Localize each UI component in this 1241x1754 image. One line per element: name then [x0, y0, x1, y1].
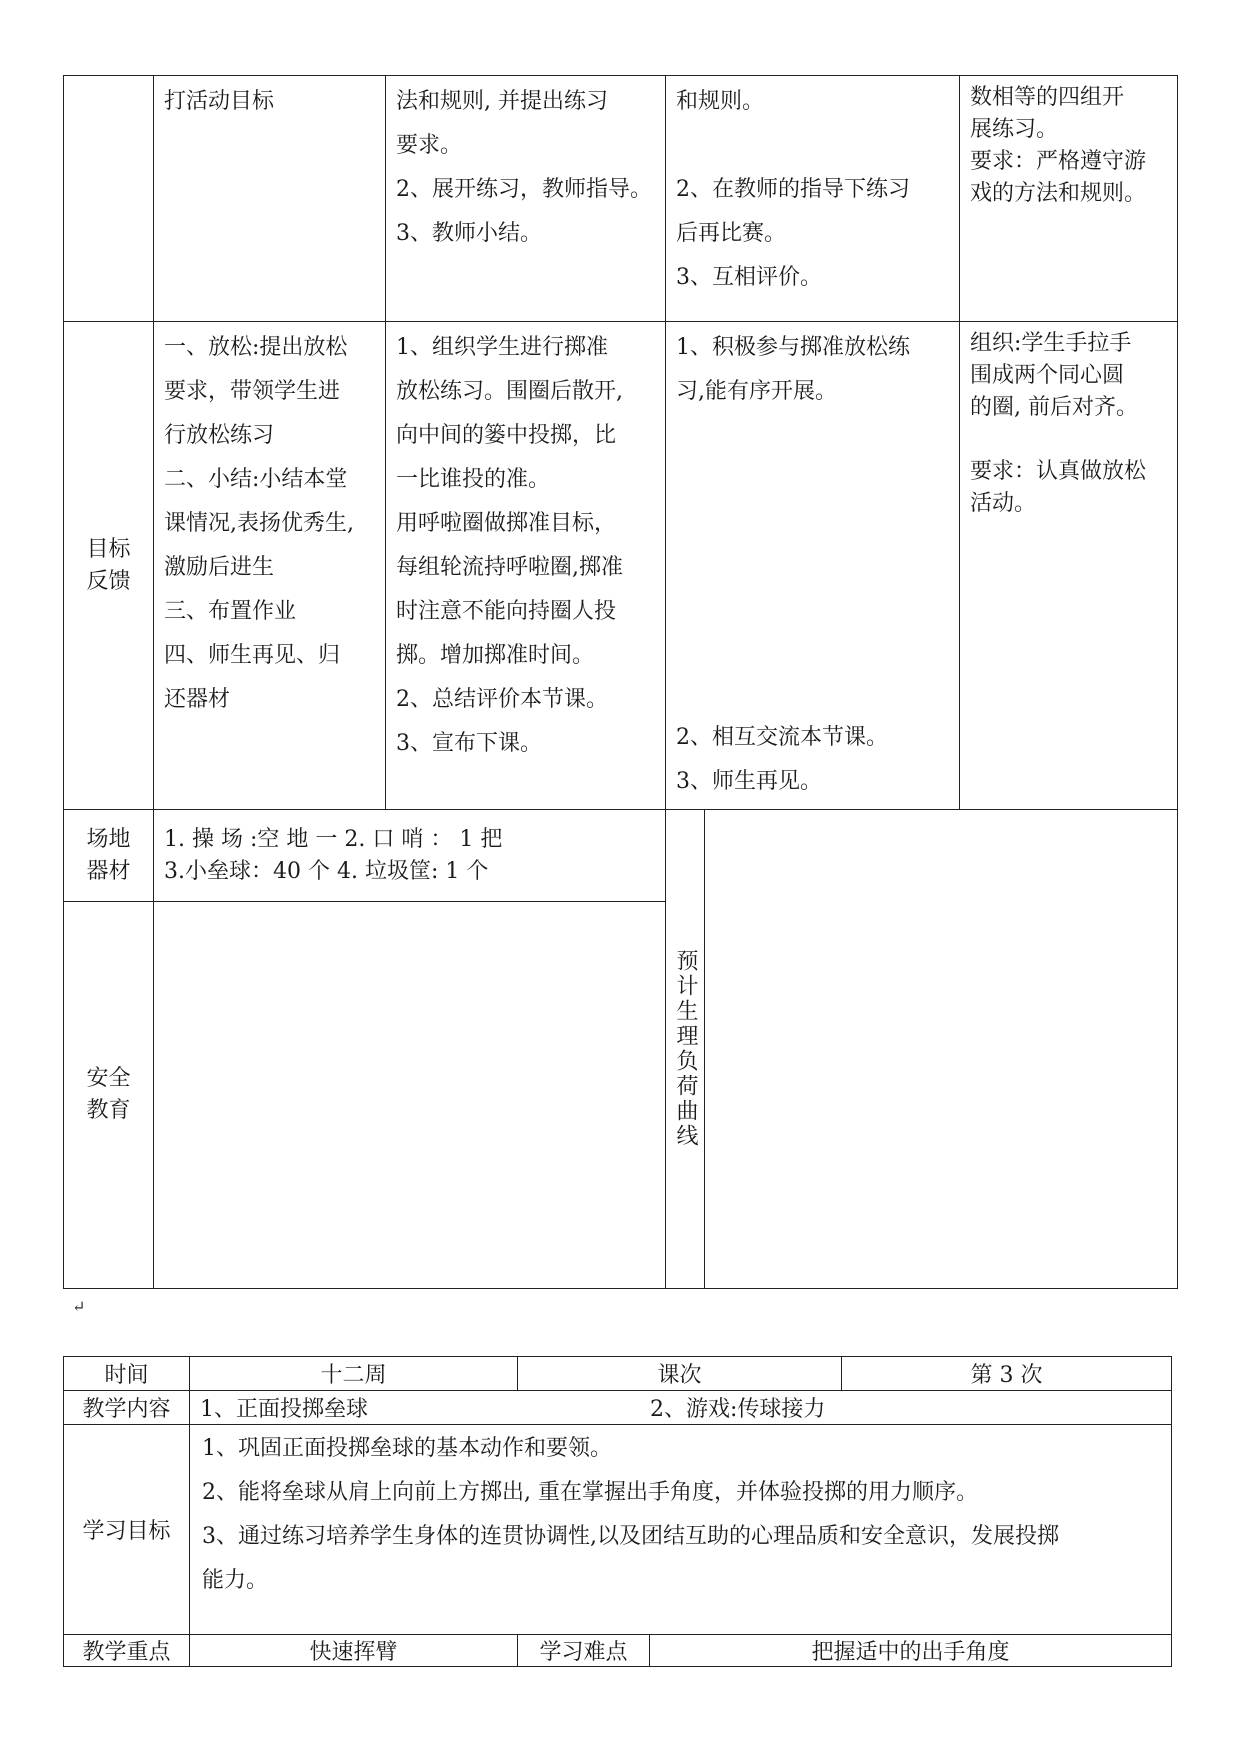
feedback-teacher-cell: 1、组织学生进行掷准 放松练习。围圈后散开, 向中间的篓中投掷，比 一比谁投的准。 用呼啦圈做掷准目标， 每组轮流持呼啦圈,掷准 时注意不能向持圈人投 掷。增加掷准时间。 2、总结评价本节课。 3、宣布下课。 — [396, 335, 623, 756]
organization-cell: 数相等的四组开 展练习。 要求：严格遵守游 戏的方法和规则。 — [970, 85, 1147, 206]
content-item-1: 1、正面投掷垒球 — [200, 1397, 368, 1422]
safety-label: 安全 教育 — [64, 902, 154, 1289]
activity-goal-text: 打活动目标 — [164, 89, 275, 114]
key-point-value: 快速挥臂 — [190, 1635, 518, 1667]
equipment-label: 场地 器材 — [64, 810, 154, 902]
difficulty-value: 把握适中的出手角度 — [650, 1635, 1172, 1667]
equipment-content: 1. 操 场 :空 地 一 2. 口 哨 ： 1 把 3.小垒球：40 个 4. 垃圾筐: 1 个 — [164, 827, 503, 884]
content-item-2: 2、游戏:传球接力 — [650, 1397, 826, 1422]
row-label-empty — [64, 76, 154, 322]
lesson-info-table — [63, 1356, 1172, 1667]
table-row — [64, 322, 1178, 810]
lesson-label: 课次 — [518, 1357, 842, 1391]
lesson-plan-table-1 — [63, 75, 1178, 1289]
time-value: 十二周 — [190, 1357, 518, 1391]
table-row — [64, 810, 1178, 902]
difficulty-label: 学习难点 — [518, 1635, 650, 1667]
content-label: 教学内容 — [64, 1391, 190, 1425]
student-activity-cell: 和规则。 2、在教师的指导下练习 后再比赛。 3、互相评价。 — [676, 89, 910, 290]
feedback-student-cell: 1、积极参与掷准放松练 习,能有序开展。 2、相互交流本节课。 3、师生再见。 — [676, 335, 910, 794]
feedback-content-cell: 一、放松:提出放松 要求，带领学生进 行放松练习 二、小结:小结本堂 课情况,表扬优秀生, 激励后进生 三、布置作业 四、师生再见、归 还器材 — [164, 335, 354, 712]
safety-content — [154, 902, 666, 1289]
table-row — [64, 1425, 1172, 1635]
table-row — [64, 1391, 1172, 1425]
key-point-label: 教学重点 — [64, 1635, 190, 1667]
goals-content: 1、巩固正面投掷垒球的基本动作和要领。 2、能将垒球从肩上向前上方掷出, 重在掌握出手角度，并体验投掷的用力顺序。 3、通过练习培养学生身体的连贯协调性,以及团结互助的心理品质和安全意识，发展投掷 能力。 — [202, 1436, 1059, 1593]
goals-label: 学习目标 — [64, 1425, 190, 1635]
load-curve-label: 预计生理负荷曲线 — [673, 949, 698, 1149]
teacher-activity-cell: 法和规则, 并提出练习 要求。 2、展开练习，教师指导。 3、教师小结。 — [396, 89, 652, 246]
table-row — [64, 1635, 1172, 1667]
table-row — [64, 1357, 1172, 1391]
goal-feedback-label: 目标 反馈 — [64, 322, 154, 810]
time-label: 时间 — [64, 1357, 190, 1391]
feedback-organization-cell: 组织:学生手拉手 围成两个同心圆 的圈, 前后对齐。 要求：认真做放松 活动。 — [970, 331, 1147, 516]
load-curve-area — [705, 810, 1177, 1288]
table-row — [64, 76, 1178, 322]
paragraph-mark: ↵ — [72, 1297, 86, 1316]
lesson-value: 第 3 次 — [842, 1357, 1172, 1391]
